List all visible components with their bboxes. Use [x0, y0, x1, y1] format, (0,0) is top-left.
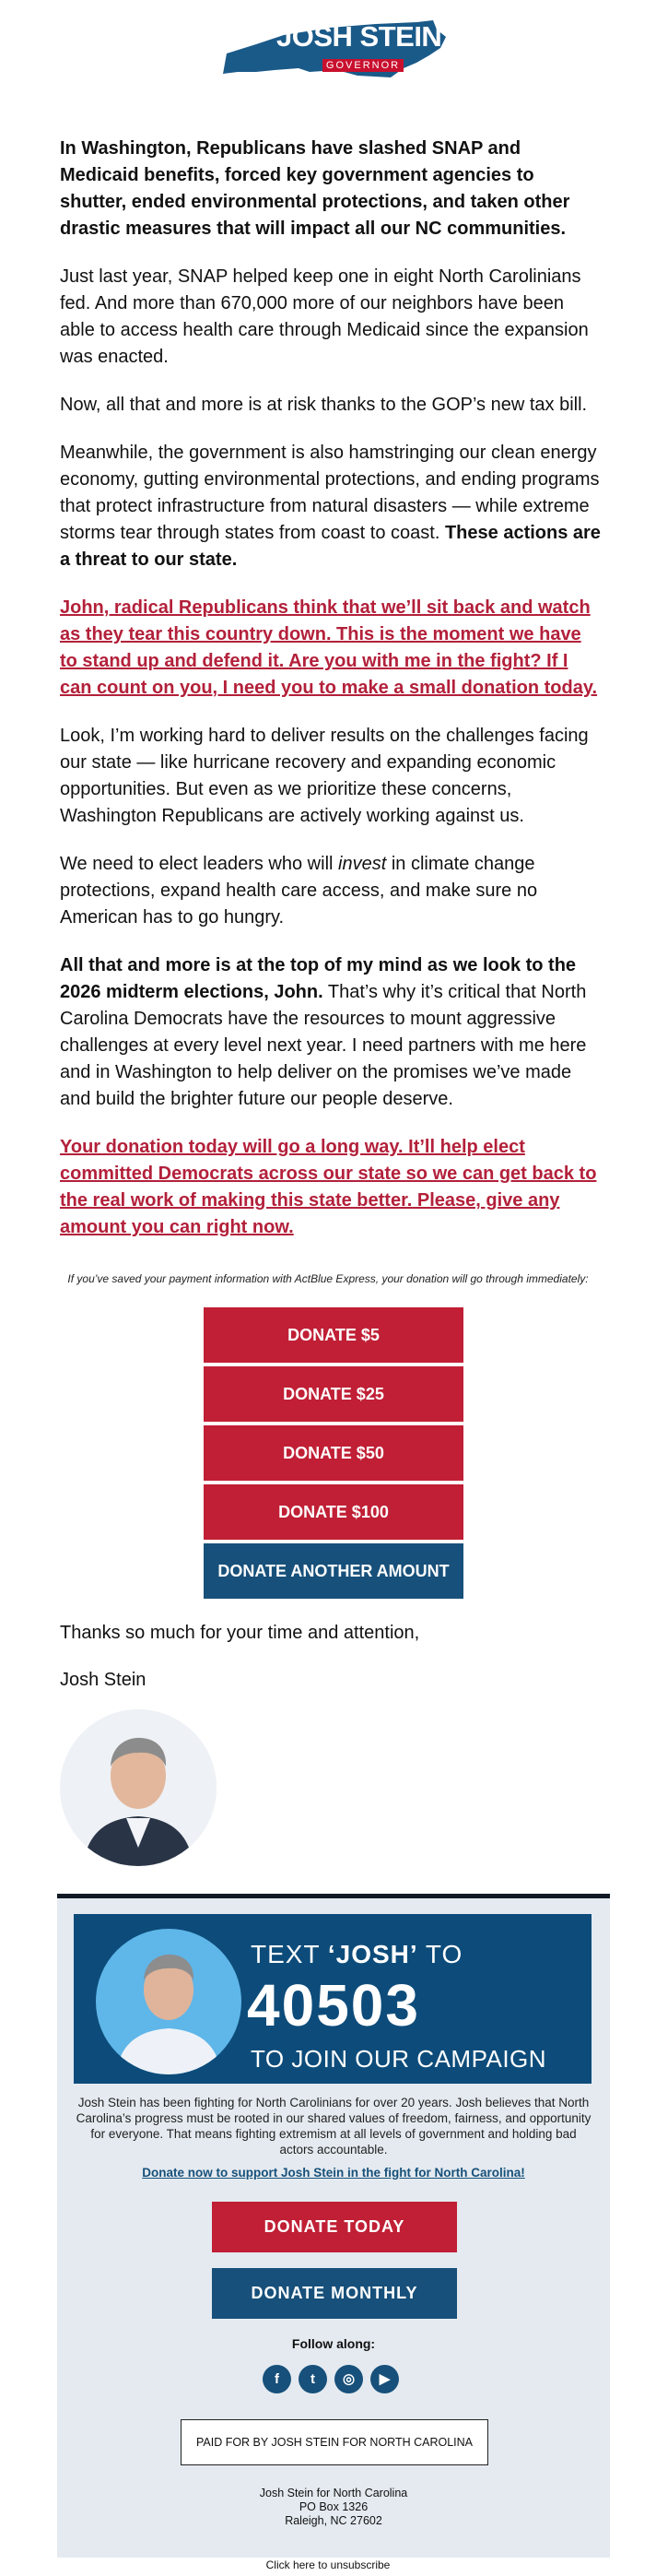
donate-100-button[interactable]: DONATE $100: [204, 1484, 463, 1540]
instagram-icon[interactable]: ◎: [334, 2365, 363, 2393]
donation-appeal-link[interactable]: John, radical Republicans think that we’ll sit back and watch as they tear this country down. This is the moment we have to stand up and defend it. Are you with me in the fight? If I can count on you, I need you to make a small donation today.: [60, 597, 598, 698]
midterms-bold: All that and more is at the top of my mind as we look to the 2026 midterm elections, John.: [60, 955, 577, 1002]
tax-bill-paragraph: Now, all that and more is at risk thanks to the GOP’s new tax bill.: [60, 395, 588, 415]
threat-statement: These actions are a threat to our state.: [60, 523, 601, 570]
address-line-3: Raleigh, NC 27602: [285, 2514, 382, 2527]
donate-50-button[interactable]: DONATE $50: [204, 1425, 463, 1481]
environment-text: Meanwhile, the government is also hamstringing our clean energy economy, gutting environmental protections, and ending programs that protect infrastructure from natural disasters — while extreme storms tear through states from coast to coast.: [60, 443, 600, 543]
banner-text-suffix: TO: [417, 1940, 463, 1968]
environment-paragraph: [60, 440, 603, 573]
donate-5-button[interactable]: DONATE $5: [204, 1307, 463, 1363]
follow-label: Follow along:: [291, 2336, 376, 2351]
midterms-text: That’s why it’s critical that North Carolina Democrats have the resources to mount aggressive challenges at every level next year. I need partners with me here and in Washington to help deliver on the promises we’ve made and build the brighter future our people deserve.: [60, 982, 587, 1109]
email-body: [60, 136, 603, 1262]
midterms-paragraph: [60, 952, 603, 1113]
results-paragraph: Look, I’m working hard to deliver results on the challenges facing our state — like hurricane recovery and expanding economic opportunities. But even as we prioritize these concerns, Washington Republicans are actively working against us.: [60, 726, 589, 826]
josh-stein-logo: [219, 17, 450, 79]
text-join-banner[interactable]: [74, 1914, 592, 2084]
footer-section: [57, 1894, 610, 2558]
twitter-icon[interactable]: t: [299, 2365, 327, 2393]
banner-line-3: TO JOIN OUR CAMPAIGN: [251, 2045, 547, 2073]
josh-stein-portrait: [60, 1709, 217, 1866]
footer-bio: Josh Stein has been fighting for North Carolinians for over 20 years. Josh believes that North Carolina’s progress must be rooted in our shared values of freedom, fairness, and opportunity for everyone. That means fighting extremism at all levels of government and holding bad actors accountable.: [76, 2096, 592, 2157]
invest-text-b: in climate change protections, expand health care access, and make sure no American has to go hungry.: [60, 854, 538, 928]
banner-portrait: [96, 1929, 241, 2074]
give-any-amount-link[interactable]: Your donation today will go a long way. It’ll help elect committed Democrats across our state so we can get back to the real work of making this state better. Please, give any amount you can right now.: [60, 1137, 597, 1237]
facebook-icon[interactable]: f: [263, 2365, 291, 2393]
banner-line-1: [251, 1940, 463, 1969]
footer-donate-link[interactable]: Donate now to support Josh Stein in the fight for North Carolina!: [142, 2166, 525, 2180]
banner-shortcode: 40503: [247, 1972, 420, 2038]
mailing-address: [57, 2487, 610, 2528]
signature: Josh Stein: [60, 1670, 146, 1690]
invest-emphasis: invest: [338, 854, 387, 874]
snap-paragraph: Just last year, SNAP helped keep one in eight North Carolinians fed. And more than 670,000 more of our neighbors have been able to access health care through Medicaid since the expansion was enacted.: [60, 266, 589, 367]
address-line-2: PO Box 1326: [299, 2500, 369, 2513]
donate-another-amount-button[interactable]: DONATE ANOTHER AMOUNT: [204, 1543, 463, 1599]
banner-keyword: ‘JOSH’: [327, 1940, 418, 1968]
portrait-illustration: [60, 1709, 217, 1866]
thanks-line: Thanks so much for your time and attention,: [60, 1623, 420, 1643]
unsubscribe-link[interactable]: Click here to unsubscribe: [265, 2558, 391, 2571]
youtube-icon[interactable]: ▶: [370, 2365, 399, 2393]
logo-subtitle: GOVERNOR: [322, 59, 404, 72]
invest-text-a: We need to elect leaders who will: [60, 854, 334, 874]
lede-paragraph: In Washington, Republicans have slashed SNAP and Medicaid benefits, forced key government agencies to shutter, ended environmental protections, and taken other drastic measures that will impact all our NC communities.: [60, 138, 570, 239]
paid-for-disclaimer: PAID FOR BY JOSH STEIN FOR NORTH CAROLINA: [181, 2419, 488, 2465]
donate-monthly-button[interactable]: DONATE MONTHLY: [212, 2268, 457, 2319]
logo-name: JOSH STEIN: [276, 20, 442, 53]
banner-text-prefix: TEXT: [251, 1940, 328, 1968]
address-line-1: Josh Stein for North Carolina: [259, 2487, 408, 2499]
actblue-express-note: If you’ve saved your payment information with ActBlue Express, your donation will go through immediately:: [67, 1272, 589, 1285]
donate-today-button[interactable]: DONATE TODAY: [212, 2202, 457, 2252]
banner-portrait-illustration: [96, 1929, 241, 2074]
invest-paragraph: [60, 851, 603, 931]
donate-25-button[interactable]: DONATE $25: [204, 1366, 463, 1422]
